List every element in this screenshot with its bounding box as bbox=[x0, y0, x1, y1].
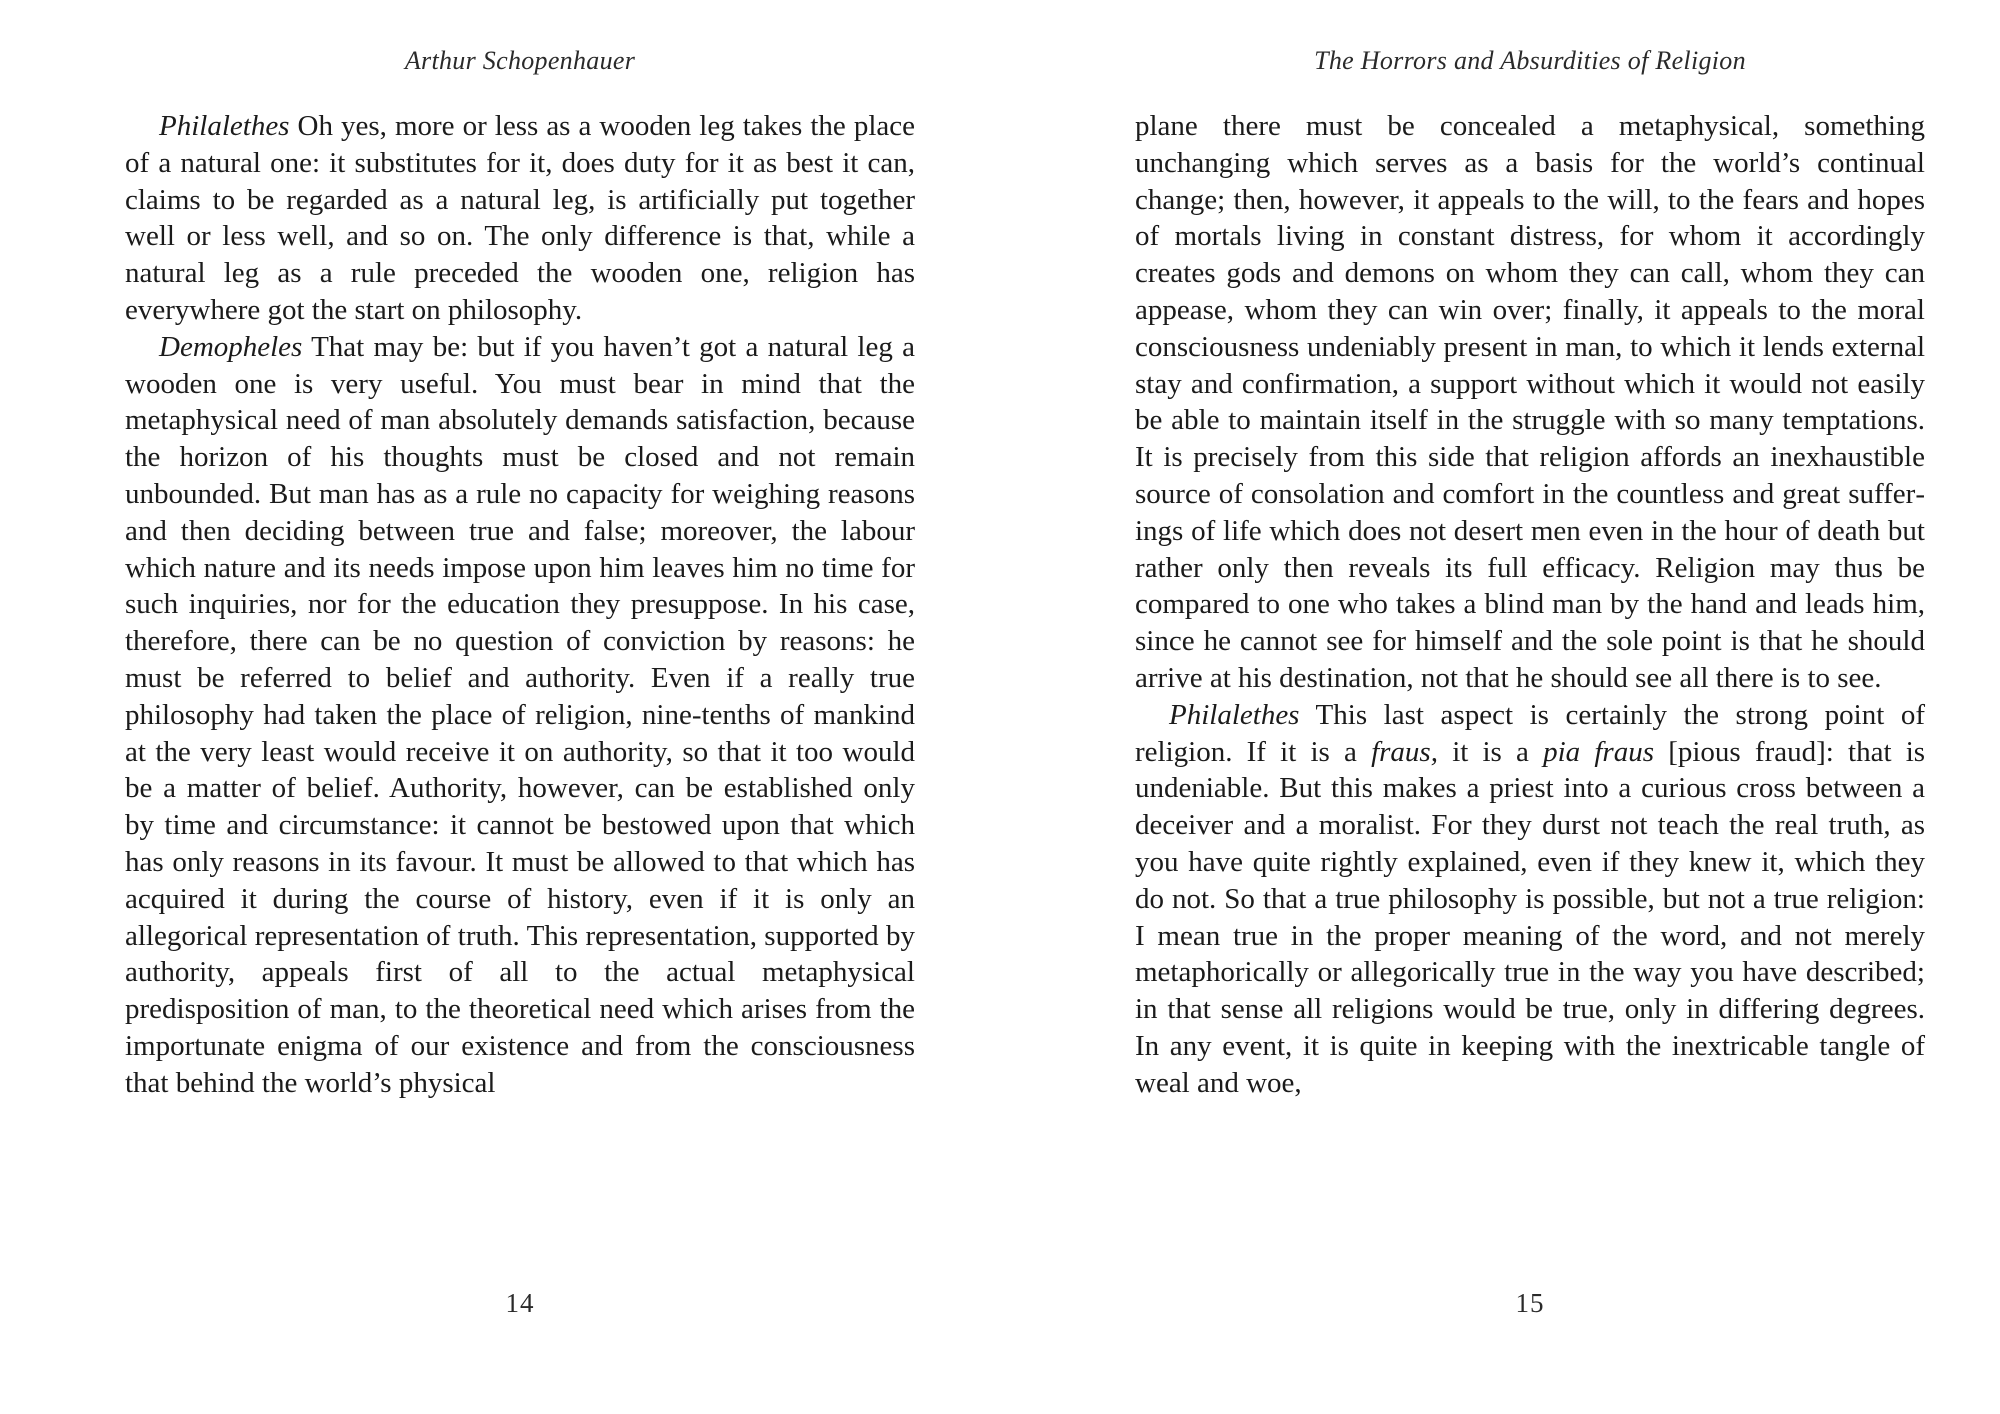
right-body-text bbox=[1135, 108, 1925, 1102]
speaker-name: Philalethes bbox=[1169, 698, 1300, 731]
latin-term: fraus, bbox=[1371, 735, 1438, 768]
page-number-right: 15 bbox=[1515, 1288, 1545, 1318]
right-running-head: The Horrors and Absurdities of Religion bbox=[1314, 46, 1746, 75]
paragraph-text: [pious fraud]: that is undeniable. But this makes a priest into a curious cross between a deceiver and a moralist. For they durst not teach the real truth, as you have quite rightly explained, even if they knew it, which they do not. So that a true philosophy is possible, but not a true religion: I mean true in the proper meaning of the word, and not merely metaphorically or allegorically true in the way you have described; in that sense all religions would be true, only in differing degrees. In any event, it is quite in keeping with the inextricable tangle of weal and woe, bbox=[1135, 735, 1926, 1099]
speaker-name: Philalethes bbox=[159, 110, 290, 142]
paragraph-continuation bbox=[1135, 108, 1925, 697]
speaker-name: Demopheles bbox=[159, 330, 303, 363]
paragraph-text: This last aspect is certainly the strong point of religion. If it is a bbox=[1135, 698, 1925, 768]
paragraph-text: it is a bbox=[1452, 735, 1529, 768]
left-page bbox=[125, 0, 915, 1414]
paragraph-text: plane there must be concealed a metaphysical, something unchanging which serves as a basis for the world’s continual change; then, however, it appeals to the will, to the fears and hopes of mortals living in constant distress, for whom it accordingly creates gods and demons on whom they can call, whom they can appease, whom they can win over; finally, it appeals to the moral consciousness undeniably present in man, to which it lends external stay and confirmation, a support without which it would not easily be able to maintain itself in the struggle with so many temptations. It is precisely from this side that religion affords an inexhaustible source of consolation and comfort in the countless and great sufferings of life which does not desert men even in the hour of death but rather only then reveals its full efficacy. Religion may thus be compared to one who takes a blind man by the hand and leads him, since he cannot see for himself and the sole point is that he should arrive at his destination, not that he should see all there is to see. bbox=[1135, 110, 1925, 694]
left-body-text bbox=[125, 108, 915, 1102]
latin-term: pia fraus bbox=[1543, 735, 1655, 768]
left-running-head: Arthur Schopenhauer bbox=[404, 46, 636, 75]
paragraph-philalethes bbox=[1135, 697, 1925, 1102]
page-number-left: 14 bbox=[505, 1288, 535, 1318]
paragraph-text: That may be: but if you haven’t got a natural leg a wooden one is very useful. You must bear in mind that the metaphysical need of man absolutely demands satisfaction, because the horizon of his thoughts must be closed and not remain unbounded. But man has as a rule no capacity for weighing reasons and then deciding between true and false; moreover, the labour which nature and its needs impose upon him leaves him no time for such inquiries, nor for the education they presuppose. In his case, therefore, there can be no question of conviction by reasons: he must be referred to belief and authority. Even if a really true philosophy had taken the place of religion, nine-tenths of mankind at the very least would receive it on authority, so that it too would be a matter of belief. Authority, however, can be established only by time and circumstance: it cannot be bestowed upon that which has only reasons in its favour. It must be allowed to that which has acquired it during the course of history, even if it is only an allegorical representation of truth. This representation, supported by authority, appeals first of all to the actual metaphysical predisposition of man, to the theoretical need which arises from the importunate enigma of our existence and from the consciousness that behind the world’s physical bbox=[125, 330, 915, 1099]
right-page bbox=[1135, 0, 1925, 1414]
paragraph-text: Oh yes, more or less as a wooden leg takes the place of a natural one: it substitutes for it, does duty for it as best it can, claims to be regarded as a natural leg, is artificially put together well or less well, and so on. The only difference is that, while a natural leg as a rule preceded the wooden one, religion has everywhere got the start on philosophy. bbox=[125, 110, 915, 326]
paragraph-philalethes bbox=[125, 108, 915, 329]
paragraph-demopheles bbox=[125, 329, 915, 1102]
